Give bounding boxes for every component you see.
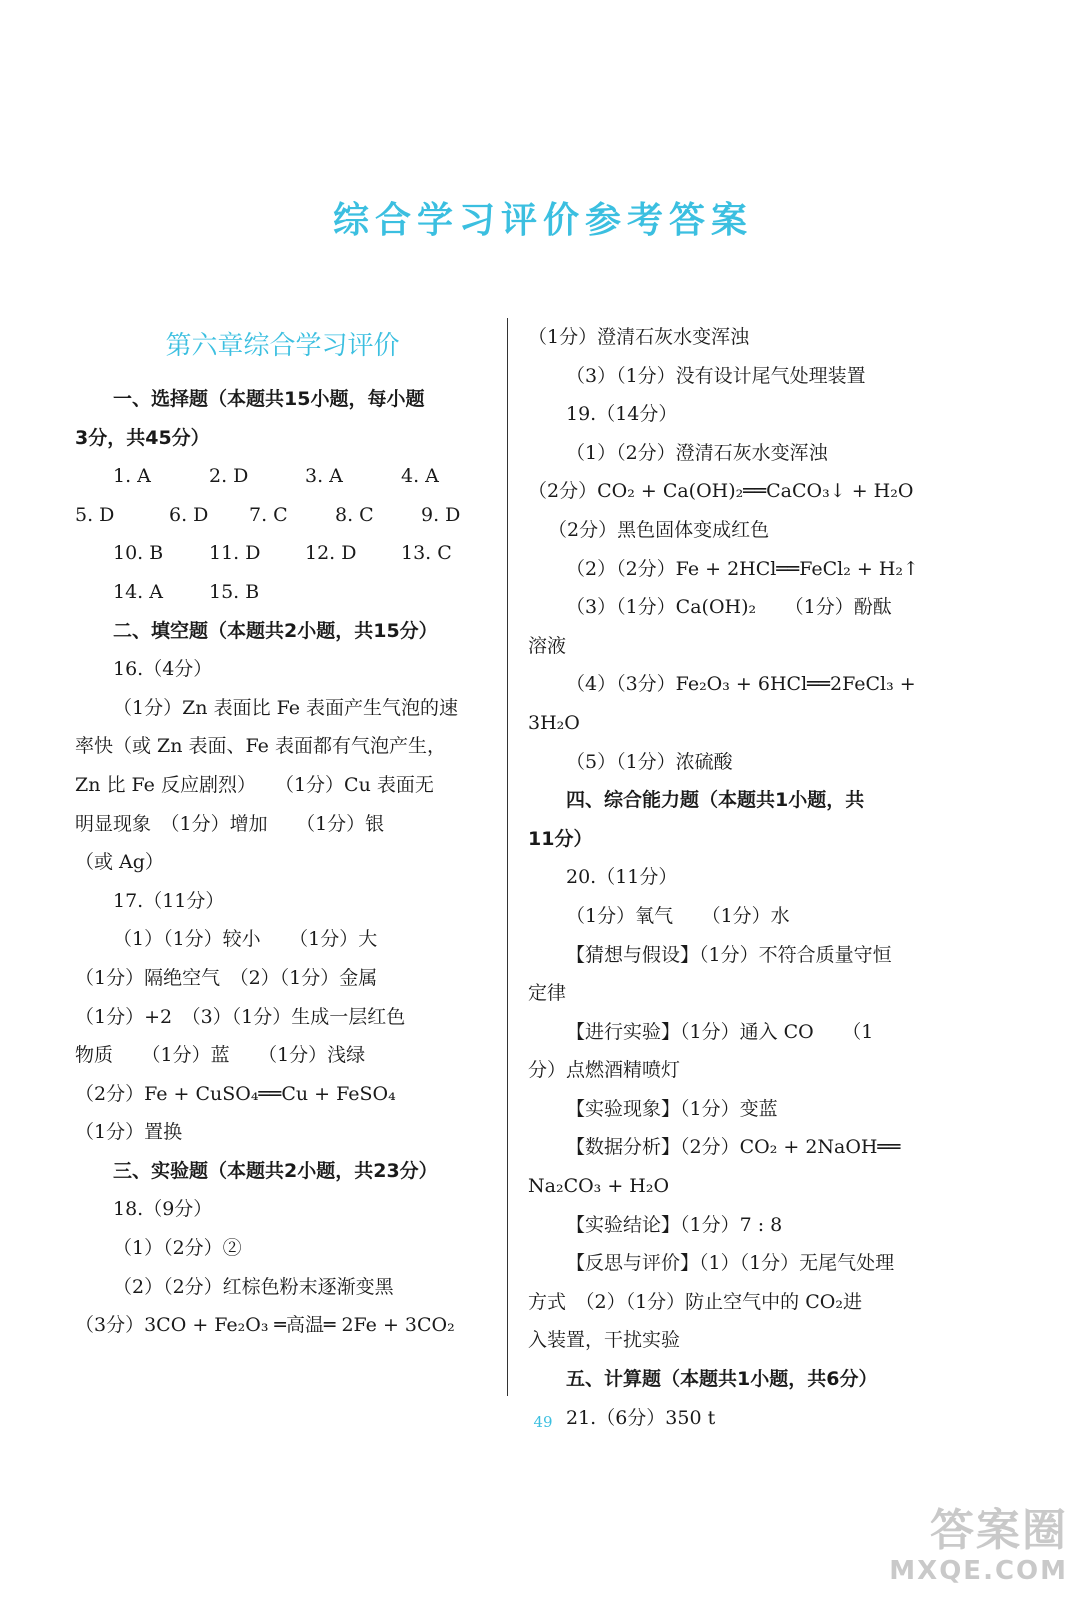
q20-line: 分）点燃酒精喷灯 (528, 1059, 681, 1082)
q18-cont-line: （1分）澄清石灰水变浑浊 (528, 326, 750, 348)
q19-line: 3H₂O (528, 711, 580, 734)
exp-heading: 三、实验题（本题共2小题，共23分） (113, 1159, 438, 1182)
q19-line: （4）（3分）Fe₂O₃ + 6HCl══2FeCl₃ + (566, 673, 916, 696)
q19-line: （5）（1分）浓硫酸 (566, 750, 733, 773)
q20-line: （1分）氧气 （1分）水 (566, 904, 790, 927)
q16-line: 明显现象 （1分）增加 （1分）银 (75, 812, 385, 835)
watermark-en: MXQE.COM (889, 1556, 1068, 1586)
q18-line: 18.（9分） (113, 1198, 213, 1221)
q19-line: （2）（2分）Fe + 2HCl══FeCl₂ + H₂↑ (566, 557, 919, 580)
q16-line: （1分）Zn 表面比 Fe 表面产生气泡的速 (113, 696, 459, 719)
mcq-answer: 1. A (113, 465, 151, 488)
watermark-logo (889, 1506, 1068, 1586)
q16-line: 16.（4分） (113, 658, 213, 681)
q21-line: 21.（6分）350 t (566, 1406, 716, 1429)
fill-heading: 二、填空题（本题共2小题，共15分） (113, 619, 438, 642)
column-divider (507, 318, 508, 1396)
page-title: 综合学习评价参考答案 (332, 200, 753, 241)
mcq-row (75, 573, 490, 612)
comp-heading-cont: 11分） (528, 827, 593, 850)
q20-line: 方式 （2）（1分）防止空气中的 CO₂进 (528, 1290, 862, 1313)
mcq-answer: 6. D (169, 503, 209, 526)
q20-line: 【实验结论】（1分）7 : 8 (566, 1213, 783, 1236)
q20-line: 入装置，干扰实验 (528, 1329, 681, 1352)
q18-line: （1）（2分）② (113, 1237, 242, 1260)
q19-line: （3）（1分）Ca(OH)₂ （1分）酚酞 (566, 596, 892, 619)
page-number: 49 (533, 1413, 553, 1431)
mcq-heading-cont: 3分，共45分） (75, 426, 210, 449)
q19-line: 溶液 (528, 634, 567, 657)
q17-line: 物质 （1分）蓝 （1分）浅绿 (75, 1044, 366, 1067)
q17-line: （1）（1分）较小 （1分）大 (113, 928, 378, 951)
q20-line: 【反思与评价】（1）（1分）无尾气处理 (566, 1252, 895, 1275)
q19-line: （2分）CO₂ + Ca(OH)₂══CaCO₃↓ + H₂O (528, 480, 914, 503)
q19-line: （2分）黑色固体变成红色 (548, 518, 770, 541)
mcq-answer: 5. D (75, 503, 115, 526)
right-column (528, 318, 943, 1437)
q17-line: （2分）Fe + CuSO₄══Cu + FeSO₄ (75, 1082, 396, 1105)
mcq-answer: 11. D (209, 542, 261, 565)
q17-line: 17.（11分） (113, 889, 225, 912)
watermark-cn: 答案圈 (930, 1505, 1068, 1556)
q19-line: （1）（2分）澄清石灰水变浑浊 (566, 441, 828, 464)
mcq-row (75, 457, 490, 496)
q18-line: （3分）3CO + Fe₂O₃ ═高温═ 2Fe + 3CO₂ (75, 1314, 455, 1337)
q20-line: 【进行实验】（1分）通入 CO （1 (566, 1020, 874, 1043)
mcq-answer: 15. B (209, 580, 260, 603)
q20-line: 【数据分析】（2分）CO₂ + 2NaOH══ (566, 1136, 901, 1159)
comp-heading: 四、综合能力题（本题共1小题，共 (566, 789, 865, 812)
mcq-answer: 8. C (335, 503, 374, 526)
mcq-answer: 4. A (401, 465, 439, 488)
mcq-answer: 13. C (401, 542, 452, 565)
mcq-answer: 12. D (305, 542, 357, 565)
q20-line: 【猜想与假设】（1分）不符合质量守恒 (566, 943, 892, 966)
q20-line: Na₂CO₃ + H₂O (528, 1175, 670, 1198)
mcq-row (75, 496, 490, 535)
q17-line: （1分）隔绝空气 （2）（1分）金属 (75, 966, 378, 989)
q20-line: 20.（11分） (566, 866, 678, 889)
q16-line: Zn 比 Fe 反应剧烈） （1分）Cu 表面无 (75, 773, 434, 796)
q18-cont-line: （3）（1分）没有设计尾气处理装置 (566, 364, 866, 387)
q17-line: （1分）置换 (75, 1121, 183, 1144)
mcq-answer: 7. C (249, 503, 288, 526)
mcq-answer: 9. D (421, 503, 461, 526)
mcq-answer: 14. A (113, 580, 163, 603)
q19-line: 19.（14分） (566, 403, 678, 426)
left-column (75, 318, 490, 1345)
q20-line: 【实验现象】（1分）变蓝 (566, 1097, 778, 1120)
chapter-title: 第六章综合学习评价 (165, 331, 400, 361)
mcq-row (75, 534, 490, 573)
q16-line: 率快（或 Zn 表面、Fe 表面都有气泡产生， (75, 735, 446, 758)
q17-line: （1分）+2 （3）（1分）生成一层红色 (75, 1005, 406, 1028)
mcq-answer: 2. D (209, 465, 249, 488)
q18-line: （2）（2分）红棕色粉末逐渐变黑 (113, 1275, 394, 1298)
q20-line: 定律 (528, 982, 567, 1005)
mcq-answer: 3. A (305, 465, 343, 488)
mcq-answer: 10. B (113, 542, 164, 565)
calc-heading: 五、计算题（本题共1小题，共6分） (566, 1368, 878, 1391)
mcq-heading: 一、选择题（本题共15小题，每小题 (113, 388, 425, 410)
q16-line: （或 Ag） (75, 851, 164, 874)
